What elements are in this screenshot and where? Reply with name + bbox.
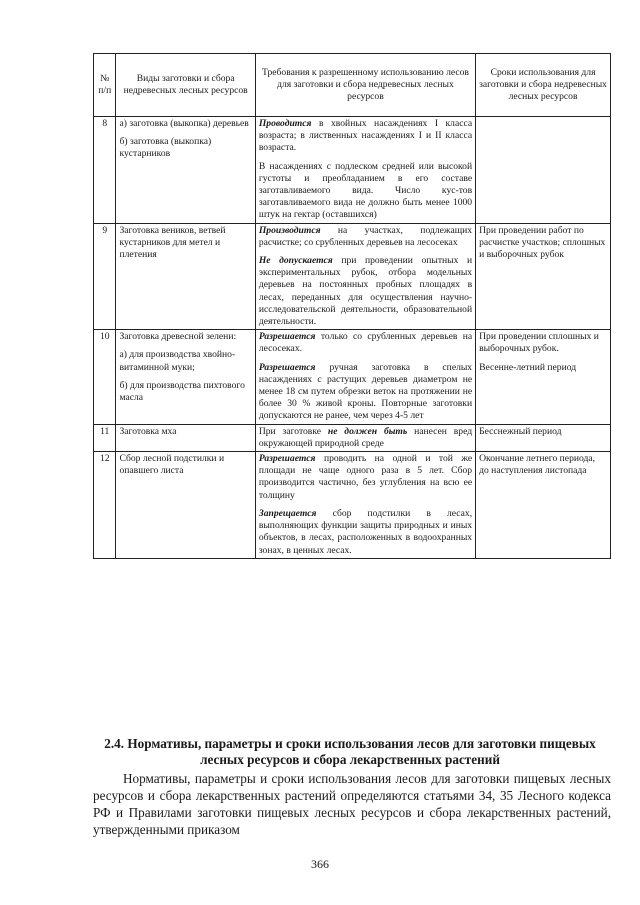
row-number: 12 — [94, 452, 116, 559]
term-item: Бесснежный период — [479, 425, 562, 437]
requirement-item — [259, 255, 472, 328]
term-item: При проведении сплошных и выборочных рубок. — [479, 331, 599, 355]
section-heading: 2.4. Нормативы, параметры и сроки использования лесов для заготовки пищевых лесных ресурсов и сбора лекарственных растений — [104, 736, 596, 767]
requirement-item — [259, 225, 472, 249]
requirement-item — [259, 453, 472, 502]
table-row — [94, 117, 611, 224]
row-types — [116, 424, 255, 451]
row-types — [116, 452, 255, 559]
table-row — [94, 223, 611, 330]
requirement-keyword: Производится — [258, 224, 321, 236]
header-requirements: Требования к разрешенному использованию лесов для заготовки и сбора недревесных лесных ресурсов — [255, 54, 475, 117]
section-paragraph — [93, 770, 611, 838]
norms-table — [93, 53, 611, 559]
table-body — [94, 117, 611, 559]
row-terms — [476, 117, 611, 224]
requirement-keyword: не должен быть — [327, 425, 408, 437]
row-types — [116, 330, 255, 424]
requirement-text: при проведении опытных и экспериментальных рубок, отбора модельных деревьев на постоянных пробных площадях в лесах, переданных для осуществления научно-исследовательской деятельности, образовательной деятельности. — [258, 255, 473, 328]
row-requirements — [255, 330, 475, 424]
requirement-keyword: Разрешается — [258, 361, 316, 373]
term-item: Весенне-летний период — [479, 361, 577, 373]
requirement-prefix: При заготовке — [258, 425, 328, 437]
requirement-item — [259, 426, 472, 450]
row-number: 9 — [94, 223, 116, 330]
row-requirements — [255, 117, 475, 224]
section-paragraph-text: Нормативы, параметры и сроки использования лесов для заготовки пищевых лесных ресурсов и сбора лекарственных растений определяются статьями 34, 35 Лесного кодекса РФ и Правилами заготовки пищевых лесных ресурсов и сбора лекарственных растений, утвержденными приказом — [93, 771, 611, 837]
row-terms — [476, 330, 611, 424]
row-terms — [476, 223, 611, 330]
header-number: № п/п — [94, 54, 116, 117]
row-requirements — [255, 452, 475, 559]
row-terms — [476, 452, 611, 559]
row-number: 11 — [94, 424, 116, 451]
header-types: Виды заготовки и сбора недревесных лесных ресурсов — [116, 54, 255, 117]
requirement-text: на участках, подлежащих расчистке; со срубленных деревьев на лесосеках — [258, 224, 473, 248]
requirement-item — [259, 508, 472, 557]
row-number: 10 — [94, 330, 116, 424]
table-row — [94, 424, 611, 451]
type-item: б) для производства пихтового масла — [119, 379, 245, 404]
header-terms: Сроки использования для заготовки и сбора недревесных лесных ресурсов — [476, 54, 611, 117]
page-number: 366 — [311, 857, 329, 871]
row-types — [116, 223, 255, 330]
table-row — [94, 452, 611, 559]
row-requirements — [255, 223, 475, 330]
requirement-item — [259, 331, 472, 355]
type-item: Заготовка мха — [119, 425, 177, 437]
requirement-keyword: Не допускается — [258, 255, 333, 267]
requirement-text: в хвойных насаждениях I класса возраста; в лиственных насаждениях I и II класса возраста. — [258, 118, 473, 154]
requirement-keyword: Разрешается — [258, 453, 316, 465]
term-item: При проведении работ по расчистке участков; сплошных и выборочных рубок — [479, 224, 606, 261]
term-item: Окончание летнего периода, до наступления листопада — [479, 453, 596, 477]
row-number: 8 — [94, 117, 116, 224]
requirement-item — [259, 118, 472, 155]
row-terms — [476, 424, 611, 451]
requirement-item — [259, 362, 472, 423]
requirement-text: ручная заготовка в спелых насаждениях с растущих деревьев диаметром не менее 18 см путем обрезки веток на протяжении не более 30 % живой кроны. Повторные заготовки допускаются не ранее, чем через 4-5 лет — [258, 361, 473, 422]
requirement-text: только со срубленных деревьев на лесосеках. — [258, 331, 473, 355]
requirement-keyword: Проводится — [258, 118, 312, 129]
type-item: б) заготовка (выкопка) кустарников — [119, 136, 212, 160]
requirement-keyword: Запрещается — [258, 507, 317, 519]
requirement-item — [259, 161, 472, 222]
type-item: Заготовка древесной зелени: — [119, 331, 237, 343]
type-item: а) заготовка (выкопка) деревьев — [119, 118, 249, 129]
type-item: Сбор лесной подстилки и опавшего листа — [119, 453, 225, 477]
requirement-keyword: Разрешается — [258, 331, 316, 343]
requirement-text: В насаждениях с подлеском средней или высокой густоты и преобладанием в его составе заготавливаемого вида. Число кус-тов заготавливаемого вида не должно быть менее 1000 штук на гектар (оставшихся) — [258, 160, 473, 221]
requirement-text: сбор подстилки в лесах, выполняющих функции защиты природных и иных объектов, в лесах, расположенных в водоохранных зонах, в ценных лесах. — [258, 507, 473, 556]
requirement-text: нанесен вред окружающей природной среде — [258, 425, 473, 449]
type-item: Заготовка веников, ветвей кустарников для метел и плетения — [119, 224, 226, 261]
table-header-row — [94, 54, 611, 117]
row-types — [116, 117, 255, 224]
row-requirements — [255, 424, 475, 451]
table-row — [94, 330, 611, 424]
requirement-text: проводить на одной и той же площади не чаще одного раза в 5 лет. Сбор производится частично, без углубления на всю ее толщину — [258, 453, 473, 501]
type-item: а) для производства хвойно-витаминной муки; — [119, 349, 236, 373]
